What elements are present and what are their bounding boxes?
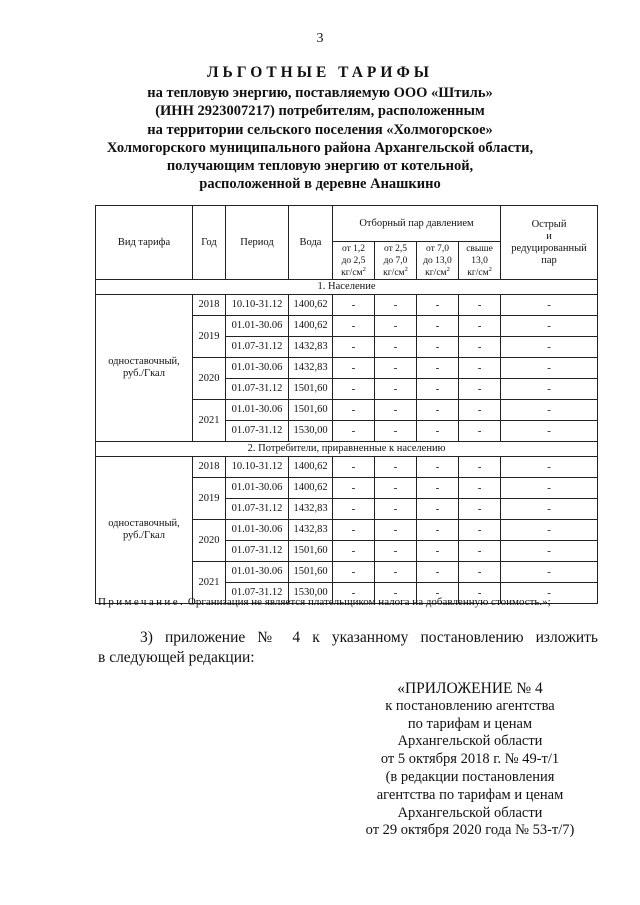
empty-value-cell: - xyxy=(375,583,417,604)
empty-value-cell: - xyxy=(417,295,459,316)
empty-value-cell: - xyxy=(501,583,598,604)
subtitle-line: на территории сельского поселения «Холмогорское» xyxy=(147,121,493,138)
empty-value-cell: - xyxy=(501,562,598,583)
period-cell: 01.07-31.12 xyxy=(226,421,289,442)
page-number: 3 xyxy=(316,31,324,46)
subtitle-line: расположенной в деревне Анашкино xyxy=(199,176,441,193)
empty-value-cell: - xyxy=(501,358,598,379)
tariff-type-line: руб./Гкал xyxy=(122,530,166,541)
empty-value-cell: - xyxy=(459,379,501,400)
empty-value-cell: - xyxy=(375,520,417,541)
period-cell: 01.07-31.12 xyxy=(226,337,289,358)
empty-value-cell: - xyxy=(501,541,598,562)
header-steam-range xyxy=(417,242,459,280)
year-cell: 2019 xyxy=(193,478,226,520)
empty-value-cell: - xyxy=(417,421,459,442)
period-cell: 01.01-30.06 xyxy=(226,562,289,583)
empty-value-cell: - xyxy=(375,400,417,421)
water-cell: 1501,60 xyxy=(289,562,333,583)
paragraph-line: 3) приложение № 4 к указанному постановлению изложить xyxy=(140,629,598,646)
empty-value-cell: - xyxy=(459,295,501,316)
empty-value-cell: - xyxy=(459,583,501,604)
period-cell: 01.07-31.12 xyxy=(226,379,289,400)
appendix-line: агентства по тарифам и ценам xyxy=(376,786,564,803)
subtitle-line: получающим тепловую энергию от котельной, xyxy=(166,158,474,175)
empty-value-cell: - xyxy=(375,541,417,562)
empty-value-cell: - xyxy=(459,337,501,358)
appendix-block xyxy=(345,680,595,840)
empty-value-cell: - xyxy=(501,400,598,421)
period-cell: 01.01-30.06 xyxy=(226,478,289,499)
header-period: Период xyxy=(226,206,289,280)
empty-value-cell: - xyxy=(375,337,417,358)
section-row xyxy=(96,442,598,457)
tariff-type-cell xyxy=(96,295,193,442)
empty-value-cell: - xyxy=(375,478,417,499)
header-sharp-line: и xyxy=(546,230,552,242)
empty-value-cell: - xyxy=(459,421,501,442)
water-cell: 1501,60 xyxy=(289,379,333,400)
empty-value-cell: - xyxy=(459,499,501,520)
empty-value-cell: - xyxy=(459,358,501,379)
empty-value-cell: - xyxy=(417,583,459,604)
unit-text: кг/см xyxy=(467,267,489,278)
empty-value-cell: - xyxy=(333,421,375,442)
empty-value-cell: - xyxy=(501,520,598,541)
header-sharp-line: Острый xyxy=(531,218,567,230)
tariff-type-line: одноставочный, xyxy=(108,518,180,529)
tariff-type-cell xyxy=(96,457,193,604)
empty-value-cell: - xyxy=(501,499,598,520)
steam-range-unit xyxy=(335,267,372,279)
empty-value-cell: - xyxy=(375,295,417,316)
empty-value-cell: - xyxy=(501,337,598,358)
steam-range-from: от 2,5 xyxy=(383,243,408,254)
empty-value-cell: - xyxy=(417,358,459,379)
steam-range-to: до 13,0 xyxy=(423,255,452,266)
empty-value-cell: - xyxy=(375,421,417,442)
document-subtitle xyxy=(40,84,600,194)
empty-value-cell: - xyxy=(459,520,501,541)
header-steam: Отборный пар давлением xyxy=(333,206,501,242)
unit-exponent: 2 xyxy=(488,265,492,273)
empty-value-cell: - xyxy=(501,421,598,442)
empty-value-cell: - xyxy=(501,478,598,499)
note xyxy=(98,596,618,608)
empty-value-cell: - xyxy=(375,457,417,478)
empty-value-cell: - xyxy=(333,583,375,604)
empty-value-cell: - xyxy=(333,499,375,520)
empty-value-cell: - xyxy=(501,295,598,316)
document-title: ЛЬГОТНЫЕ ТАРИФЫ xyxy=(207,64,433,81)
water-cell: 1400,62 xyxy=(289,457,333,478)
steam-range-to: до 7,0 xyxy=(383,255,408,266)
header-steam-range xyxy=(333,242,375,280)
unit-exponent: 2 xyxy=(446,265,450,273)
year-cell: 2018 xyxy=(193,457,226,478)
water-cell: 1432,83 xyxy=(289,358,333,379)
subtitle-line: Холмогорского муниципального района Архангельской области, xyxy=(106,139,534,156)
header-year: Год xyxy=(193,206,226,280)
steam-range-unit xyxy=(377,267,414,279)
subtitle-line: на тепловую энергию, поставляемую ООО «Штиль» xyxy=(147,85,493,101)
water-cell: 1400,62 xyxy=(289,295,333,316)
steam-range-unit xyxy=(461,267,498,279)
appendix-heading: «ПРИЛОЖЕНИЕ № 4 xyxy=(397,680,543,697)
empty-value-cell: - xyxy=(417,457,459,478)
empty-value-cell: - xyxy=(417,499,459,520)
empty-value-cell: - xyxy=(417,520,459,541)
period-cell: 01.01-30.06 xyxy=(226,520,289,541)
tariff-type-line: одноставочный, xyxy=(108,356,180,367)
appendix-line: к постановлению агентства xyxy=(385,697,555,714)
period-cell: 01.01-30.06 xyxy=(226,316,289,337)
amendment-paragraph xyxy=(98,628,598,667)
period-cell: 01.07-31.12 xyxy=(226,541,289,562)
empty-value-cell: - xyxy=(375,379,417,400)
appendix-line: по тарифам и ценам xyxy=(407,715,533,732)
steam-range-from: от 1,2 xyxy=(341,243,366,254)
steam-range-from: свыше xyxy=(466,243,493,254)
year-cell: 2019 xyxy=(193,316,226,358)
water-cell: 1432,83 xyxy=(289,520,333,541)
empty-value-cell: - xyxy=(333,541,375,562)
tariff-type-line: руб./Гкал xyxy=(122,368,166,379)
unit-text: кг/см xyxy=(383,267,405,278)
tariff-table xyxy=(95,205,598,604)
empty-value-cell: - xyxy=(501,379,598,400)
table-row xyxy=(96,295,598,316)
unit-text: кг/см xyxy=(425,267,447,278)
water-cell: 1400,62 xyxy=(289,478,333,499)
section-title: 2. Потребители, приравненные к населению xyxy=(96,442,598,457)
table-row xyxy=(96,457,598,478)
empty-value-cell: - xyxy=(375,358,417,379)
empty-value-cell: - xyxy=(417,316,459,337)
header-steam-range xyxy=(375,242,417,280)
water-cell: 1432,83 xyxy=(289,337,333,358)
empty-value-cell: - xyxy=(333,337,375,358)
header-sharp-steam xyxy=(501,206,598,280)
period-cell: 01.01-30.06 xyxy=(226,400,289,421)
year-cell: 2020 xyxy=(193,520,226,562)
water-cell: 1530,00 xyxy=(289,421,333,442)
steam-range-unit xyxy=(419,267,456,279)
appendix-line: Архангельской области xyxy=(397,733,543,750)
header-water: Вода xyxy=(289,206,333,280)
empty-value-cell: - xyxy=(417,337,459,358)
section-row xyxy=(96,280,598,295)
period-cell: 10.10-31.12 xyxy=(226,295,289,316)
empty-value-cell: - xyxy=(333,295,375,316)
period-cell: 01.07-31.12 xyxy=(226,583,289,604)
section-title: 1. Население xyxy=(96,280,598,295)
empty-value-cell: - xyxy=(459,541,501,562)
empty-value-cell: - xyxy=(375,562,417,583)
empty-value-cell: - xyxy=(417,400,459,421)
note-label: Примечание. xyxy=(98,596,186,608)
year-cell: 2018 xyxy=(193,295,226,316)
empty-value-cell: - xyxy=(459,400,501,421)
unit-exponent: 2 xyxy=(404,265,408,273)
empty-value-cell: - xyxy=(417,379,459,400)
empty-value-cell: - xyxy=(459,478,501,499)
empty-value-cell: - xyxy=(375,499,417,520)
unit-exponent: 2 xyxy=(362,265,366,273)
water-cell: 1501,60 xyxy=(289,541,333,562)
appendix-line: от 29 октября 2020 года № 53-т/7) xyxy=(365,822,575,839)
empty-value-cell: - xyxy=(333,358,375,379)
empty-value-cell: - xyxy=(333,562,375,583)
appendix-line: (в редакции постановления xyxy=(385,768,555,785)
empty-value-cell: - xyxy=(459,457,501,478)
empty-value-cell: - xyxy=(501,457,598,478)
water-cell: 1432,83 xyxy=(289,499,333,520)
empty-value-cell: - xyxy=(459,316,501,337)
water-cell: 1501,60 xyxy=(289,400,333,421)
empty-value-cell: - xyxy=(333,316,375,337)
empty-value-cell: - xyxy=(333,457,375,478)
steam-range-to: до 2,5 xyxy=(341,255,366,266)
empty-value-cell: - xyxy=(333,379,375,400)
header-sharp-line: редуцированный xyxy=(511,242,587,254)
header-sharp-line: пар xyxy=(541,254,557,266)
empty-value-cell: - xyxy=(333,520,375,541)
subtitle-line: (ИНН 2923007217) потребителям, расположенным xyxy=(155,103,485,120)
header-tariff-type: Вид тарифа xyxy=(96,206,193,280)
water-cell: 1400,62 xyxy=(289,316,333,337)
empty-value-cell: - xyxy=(501,316,598,337)
empty-value-cell: - xyxy=(333,478,375,499)
empty-value-cell: - xyxy=(333,400,375,421)
unit-text: кг/см xyxy=(341,267,363,278)
period-cell: 10.10-31.12 xyxy=(226,457,289,478)
note-text: Организация не является плательщиком налога на добавленную стоимость.»; xyxy=(187,596,551,608)
empty-value-cell: - xyxy=(417,541,459,562)
steam-range-to: 13,0 xyxy=(471,255,488,266)
empty-value-cell: - xyxy=(375,316,417,337)
year-cell: 2020 xyxy=(193,358,226,400)
appendix-line: от 5 октября 2018 г. № 49-т/1 xyxy=(380,751,560,768)
steam-range-from: от 7,0 xyxy=(425,243,450,254)
year-cell: 2021 xyxy=(193,562,226,604)
year-cell: 2021 xyxy=(193,400,226,442)
empty-value-cell: - xyxy=(459,562,501,583)
empty-value-cell: - xyxy=(417,562,459,583)
paragraph-line: в следующей редакции: xyxy=(98,648,255,666)
period-cell: 01.07-31.12 xyxy=(226,499,289,520)
header-steam-range xyxy=(459,242,501,280)
appendix-line: Архангельской области xyxy=(397,804,543,821)
empty-value-cell: - xyxy=(417,478,459,499)
period-cell: 01.01-30.06 xyxy=(226,358,289,379)
water-cell: 1530,00 xyxy=(289,583,333,604)
